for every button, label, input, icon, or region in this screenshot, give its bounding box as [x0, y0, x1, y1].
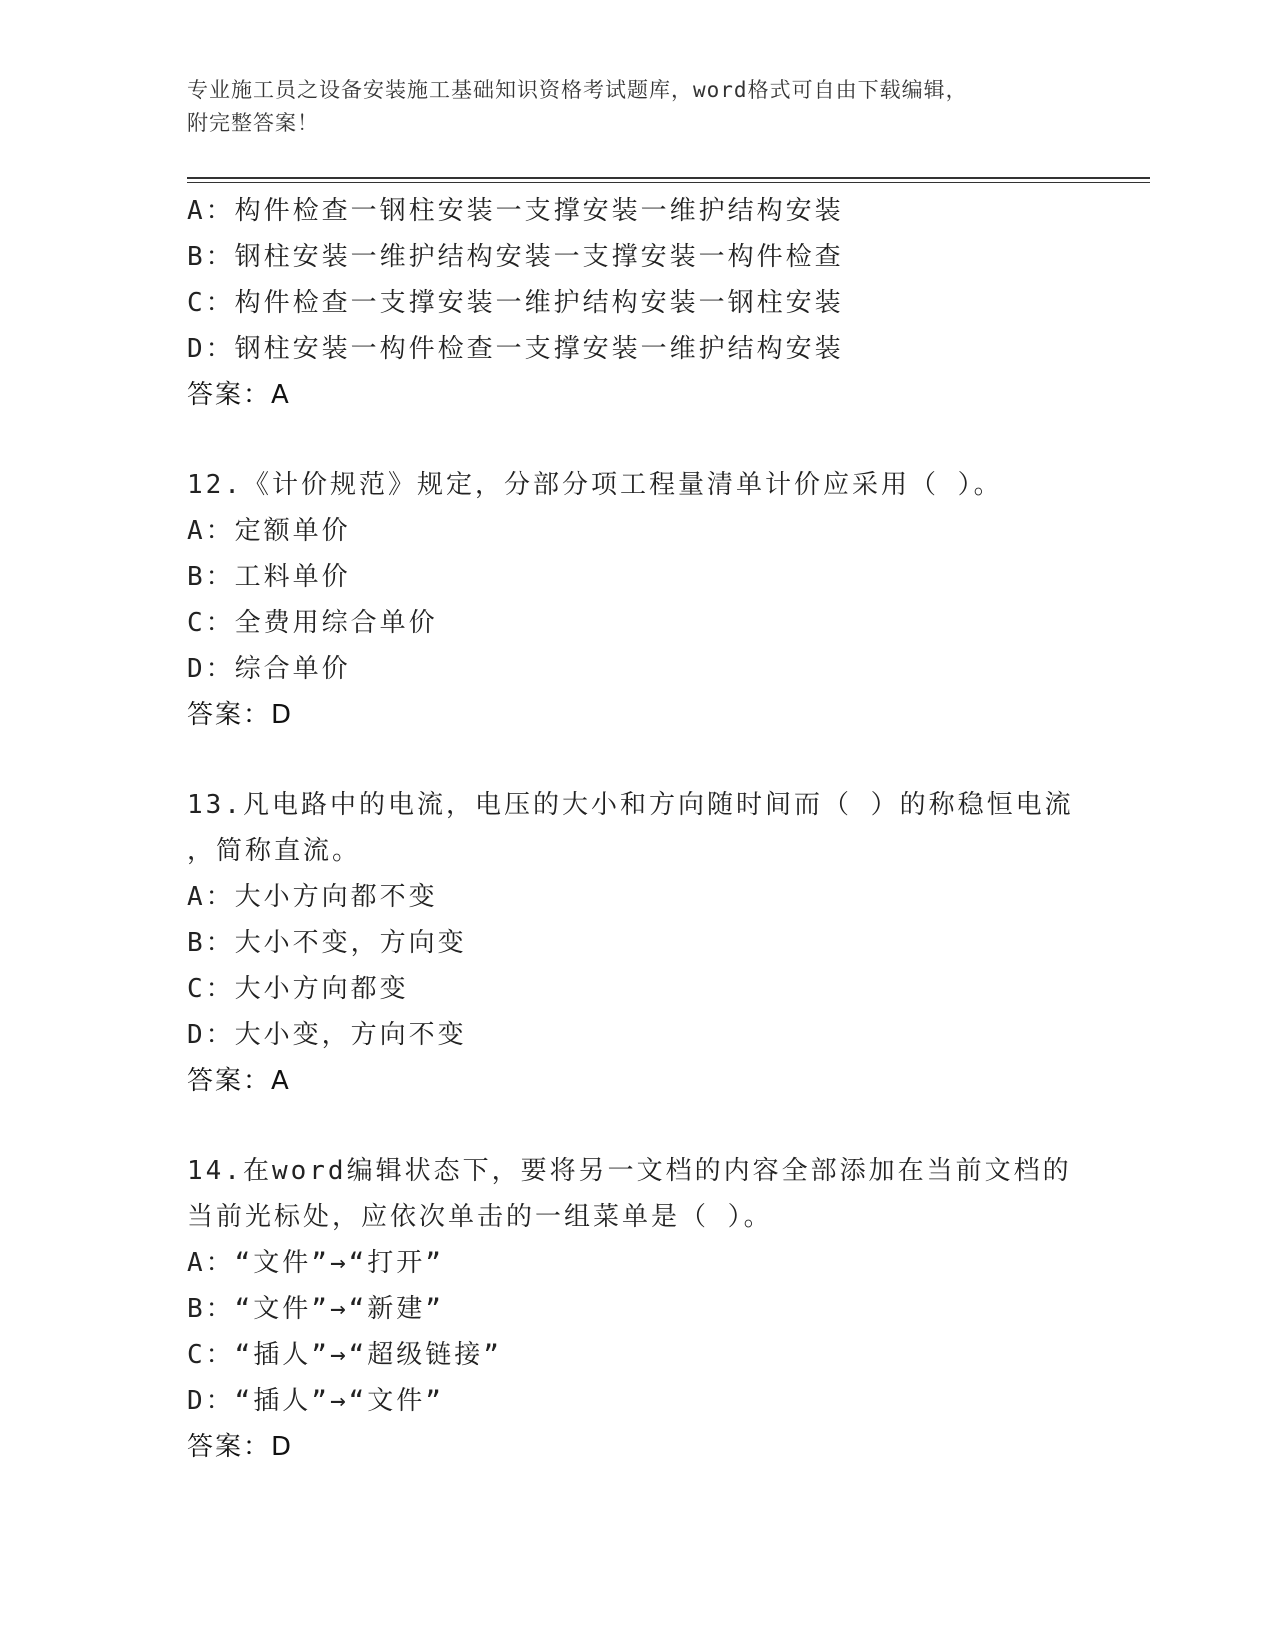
q12-option-d: D：综合单价: [187, 654, 351, 684]
q14-answer: 答案：D: [187, 1432, 294, 1462]
q11-option-c: C：构件检查一支撑安装一维护结构安装一钢柱安装: [187, 288, 844, 318]
header-line-1: 专业施工员之设备安装施工基础知识资格考试题库，word格式可自由下载编辑，: [187, 78, 968, 102]
q11-option-a: A：构件检查一钢柱安装一支撑安装一维护结构安装: [187, 196, 844, 226]
header-line-2: 附完整答案！: [187, 111, 319, 135]
spacer: [187, 418, 1087, 462]
q13-question-line-2: ，简称直流。: [187, 836, 362, 866]
question-11: [187, 188, 1087, 418]
q14-question-line-2: 当前光标处，应依次单击的一组菜单是（ ）。: [187, 1202, 773, 1232]
spacer: [187, 1104, 1087, 1148]
question-12: [187, 462, 1087, 738]
q14-option-d: D：“插人”→“文件”: [187, 1386, 444, 1416]
header-divider-thick: [187, 177, 1150, 179]
q13-option-a: A：大小方向都不变: [187, 882, 438, 912]
q13-answer: 答案：A: [187, 1066, 291, 1096]
q13-option-d: D：大小变，方向不变: [187, 1020, 467, 1050]
q12-option-c: C：全费用综合单价: [187, 608, 438, 638]
q14-option-a: A：“文件”→“打开”: [187, 1248, 444, 1278]
q13-option-b: B：大小不变，方向变: [187, 928, 467, 958]
header-divider-thin: [187, 182, 1150, 183]
q12-option-b: B：工料单价: [187, 562, 351, 592]
spacer: [187, 738, 1087, 782]
q11-answer: 答案：A: [187, 380, 291, 410]
q14-question-line-1: 14.在word编辑状态下，要将另一文档的内容全部添加在当前文档的: [187, 1156, 1072, 1186]
q14-option-c: C：“插人”→“超级链接”: [187, 1340, 502, 1370]
q14-option-b: B：“文件”→“新建”: [187, 1294, 444, 1324]
q13-option-c: C：大小方向都变: [187, 974, 409, 1004]
q13-question-line-1: 13.凡电路中的电流，电压的大小和方向随时间而（ ）的称稳恒电流: [187, 790, 1074, 820]
q12-question: 12.《计价规范》规定，分部分项工程量清单计价应采用（ ）。: [187, 470, 1003, 500]
q11-option-b: B：钢柱安装一维护结构安装一支撑安装一构件检查: [187, 242, 844, 272]
q11-option-d: D：钢柱安装一构件检查一支撑安装一维护结构安装: [187, 334, 844, 364]
question-13: [187, 782, 1087, 1104]
document-header: [187, 74, 1087, 140]
q12-option-a: A：定额单价: [187, 516, 351, 546]
q12-answer: 答案：D: [187, 700, 294, 730]
question-list: [187, 188, 1087, 1470]
question-14: [187, 1148, 1087, 1470]
